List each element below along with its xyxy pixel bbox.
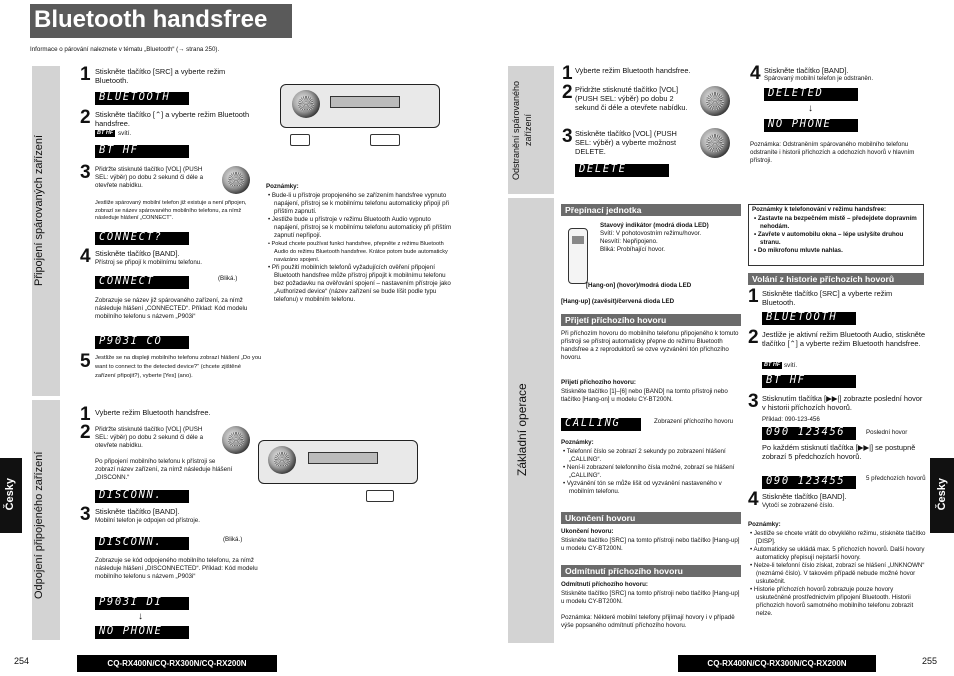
bthf-badge: BT HF (764, 362, 781, 368)
sec2-lcd3: P903I DI (95, 597, 189, 610)
led-status-line: Bliká: Probíhající hovor. (600, 246, 666, 253)
sec2-step3-desc: Mobilní telefon je odpojen od přístroje. (95, 517, 200, 524)
volume-knob-icon (222, 166, 250, 194)
sec2-lcd4: NO PHONE (95, 626, 189, 639)
volume-knob-icon (700, 128, 730, 158)
sec1-lcd5: P903I CO (95, 336, 189, 349)
calling-caption: Zobrazení příchozího hovoru (654, 418, 734, 425)
sec2-step1-num: 1 (80, 404, 91, 425)
reject-call-header: Odmítnutí příchozího hovoru (561, 565, 741, 577)
sec4-notes-title: Poznámky: (561, 439, 594, 446)
sec2-step2-num: 2 (80, 422, 91, 443)
end-call-header: Ukončení hovoru (561, 512, 741, 524)
sec3-label: Odstranění spárovaného zařízení (511, 80, 533, 180)
handsfree-notes-list (752, 215, 922, 255)
sec5-notes (748, 530, 926, 618)
sec2-label: Odpojení připojeného zařízení (33, 451, 45, 599)
accept-call-text: Při příchozím hovoru do mobilního telefonu připojeného k tomuto přístroji se přístroj automaticky přepne do režimu Bluetooth handsfree a z reproduktorů se ozve vyzvánění tón příchozího hovoru. (561, 330, 739, 361)
calling-lcd: CALLING (561, 418, 641, 431)
switch-unit-led (572, 236, 584, 244)
sec5-lcd2: BT HF (762, 375, 856, 388)
led-status-label: Stavový indikátor (modrá dioda LED) (600, 222, 709, 229)
accept-call-sub: Přijetí příchozího hovoru: (561, 379, 636, 386)
sec1-step3-text: Přidržte stisknuté tlačítko [VOL] (PUSH SEL: výběr) po dobu 2 sekund či déle a otevřete nabídku. (95, 166, 204, 189)
sec3-step4-num: 4 (750, 63, 761, 84)
sec5-cap4: 5 předchozích hovorů (866, 475, 926, 482)
down-arrow-icon: ↓ (138, 611, 143, 622)
note-item: • Zastavte na bezpečném místě – předejdete dopravním nehodám. (754, 215, 917, 230)
callout-box (290, 134, 310, 146)
note-item: • Vyzvánění tón se může lišit od vyzvánění nastaveného v mobilním telefonu. (563, 480, 722, 495)
sec1-step5-num: 5 (80, 351, 91, 372)
sec5-step4-text: Stiskněte tlačítko [BAND]. (762, 492, 847, 501)
volume-knob-icon (700, 86, 730, 116)
sec1-step5-text: Jestliže se na displeji mobilního telefonu zobrazí hlášení „Do you want to connect to the detected device?“ (chcete zjištěné zařízení připojit?), vyberte [Yes] (ano). (95, 355, 262, 379)
callout-box (370, 134, 400, 146)
sec5-step3-text: Stisknutím tlačítka [▶▶|] zobrazte poslední hovor v historii příchozích hovorů. (762, 394, 923, 412)
intro-text: Informace o párování naleznete v tématu „Bluetooth“ (→ strana 250). (30, 46, 220, 53)
bthf-badge: BT HF (97, 130, 114, 136)
sec2-step1-text: Vyberte režim Bluetooth handsfree. (95, 408, 211, 417)
sec5-step3-more: Po každém stisknutí tlačítka [▶▶|] se postupně zobrazí 5 předchozích hovorů. (762, 443, 916, 461)
sec1-blink: (Bliká.) (218, 275, 238, 282)
volume-knob-icon (222, 426, 250, 454)
sec1-step1-text: Stiskněte tlačítko [SRC] a vyberte režim Bluetooth. (95, 67, 226, 85)
note-item: • Bude-li u přístroje propojeného se zařízením handsfree vypnuto napájení, přístroj se k mobilnímu telefonu automaticky připojí při příštím zapnutí. (268, 192, 450, 215)
reject-call-note: Poznámka: Některé mobilní telefony přijímají hovory i v případě výše popsaného odmítnutí příchozího hovoru. (561, 614, 735, 629)
sec5-step4-desc: Vytočí se zobrazené číslo. (762, 502, 834, 509)
footer-model-left: CQ-RX400N/CQ-RX300N/CQ-RX200N (77, 655, 277, 672)
sec5-step2-text: Jestliže je aktivní režim Bluetooth Audio, stiskněte tlačítko [⌃] a vyberte režim Bluetooth handsfree. (762, 330, 926, 348)
page-number-left: 254 (14, 656, 30, 666)
reject-call-text: Stiskněte tlačítko [SRC] na tomto přístroji nebo tlačítko [Hang-up] u modelu CY-BT200N. (561, 590, 740, 605)
radio-knob (268, 446, 296, 474)
sec5-cap3: Poslední hovor (866, 429, 908, 436)
sec4-notes (561, 448, 743, 496)
radio-knob (292, 90, 320, 118)
led-status-line: Svítí: V pohotovostním režimu/hovor. (600, 230, 702, 237)
page-title: Bluetooth handsfree (34, 6, 268, 33)
sec3-step3-text: Stiskněte tlačítko [VOL] (PUSH SEL: výběr) a vyberte možnost DELETE. (575, 129, 677, 156)
sec1-step1-num: 1 (80, 64, 91, 85)
handsfree-notes-title: Poznámky k telefonování v režimu handsfree: (752, 206, 887, 213)
sec1-step4-more: Zobrazuje se název již spárovaného zařízení, za nímž následuje hlášení „CONNECTED“. Příklad: Kód modelu mobilního telefonu s názvem „P903i“ (95, 297, 248, 320)
sec5-example: Příklad: 090-123-456 (762, 416, 820, 423)
sec3-step1-text: Vyberte režim Bluetooth handsfree. (575, 66, 691, 75)
sec2-step3-text: Stiskněte tlačítko [BAND]. (95, 507, 180, 516)
sec1-lcd2: BT HF (95, 145, 189, 158)
note-item: • Jestliže bude u přístroje v režimu Bluetooth Audio vypnuto napájení, přístroj se k mobilnímu telefonu automaticky při příštím zapnutí nepřipojí. (268, 216, 452, 239)
sec3-step4-desc: Spárovaný mobilní telefon je odstraněn. (764, 75, 874, 82)
accept-call-sub-text: Stiskněte tlačítko [1]–[6] nebo [BAND] na tomto přístroji nebo tlačítko [Hang-on] u modelu CY-BT200N. (561, 388, 728, 403)
led-status-lines (600, 230, 750, 254)
sec2-lcd1: DISCONN. (95, 490, 189, 503)
sec3-lcd1: DELETE (575, 164, 669, 177)
page-number-right: 255 (922, 656, 938, 666)
sec1-lcd1: BLUETOOTH (95, 92, 189, 105)
note-item: • Telefonní číslo se zobrazí 2 sekundy po zobrazení hlášení „CALLING“. (563, 448, 726, 463)
sec1-label: Připojení spárovaných zařízení (33, 134, 45, 286)
sec5-lcd4: 090 123455 (762, 476, 856, 489)
sec3-lcd2: DELETED (764, 88, 858, 101)
sec3-step3-num: 3 (562, 126, 573, 147)
sec3-step2-num: 2 (562, 82, 573, 103)
radio-display (308, 452, 378, 464)
sec2-step2-desc: Po připojení mobilního telefonu k přístroji se zobrazí název zařízení, za nímž následuje hlášení „DISCONN.“ (95, 458, 233, 481)
note-item: • Pokud chcete používat funkci handsfree, přepněte z režimu Bluetooth Audio do režimu Bluetooth handsfree. Krátce potom bude automaticky navázáno spojení. (268, 241, 448, 263)
sec3-step2-text: Přidržte stisknuté tlačítko [VOL] (PUSH SEL: výběr) po dobu 2 sekund či déle a otevřete nabídku. (575, 85, 688, 112)
sec4-label: Základní operace (515, 383, 529, 477)
note-item: • Historie příchozích hovorů zobrazuje pouze hovory uskutečněné prostřednictvím připojení Bluetooth. Historii příchozích hovorů samotného mobilního telefonu zobrazit nelze. (750, 586, 914, 617)
svit-text: svítí. (784, 362, 798, 369)
note-item: • Při použití mobilních telefonů vyžadujících ověření připojení Bluetooth handsfree může přístroj připojit k mobilnímu telefonu bez požadavku na ověřování spojení – nastavením přístroje jako „Authorized device“ (název zařízení se bude líšit podle typu telefonu) v mobilním telefonu. (268, 264, 451, 303)
footer-model-right: CQ-RX400N/CQ-RX300N/CQ-RX200N (678, 655, 876, 672)
sec1-notes-title: Poznámky: (266, 183, 299, 190)
sec1-step3-desc: Jestliže spárovaný mobilní telefon již existuje a není připojen, zobrazí se název spárovaného mobilního telefonu, za nímž následuje hlášení „CONNECT“. (95, 200, 247, 222)
note-item: • Není-li zobrazení telefonního čísla možné, zobrazí se hlášení „CALLING“. (563, 464, 735, 479)
radio-display (330, 96, 400, 108)
note-item: • Jestliže se chcete vrátit do obvyklého režimu, stiskněte tlačítko [DISP]. (750, 530, 926, 545)
callout-box (366, 490, 394, 502)
accept-call-header: Přijetí příchozího hovoru (561, 314, 741, 326)
sec2-blink: (Bliká.) (223, 536, 243, 543)
note-item: • Zavřete v automobilu okna – lépe uslyšíte druhou stranu. (754, 231, 904, 246)
sec5-step4-num: 4 (748, 489, 759, 510)
note-item: • Do mikrofonu mluvte nahlas. (754, 247, 843, 254)
sec3-step1-num: 1 (562, 63, 573, 84)
led-status-line: Nesvítí: Nepřipojeno. (600, 238, 658, 245)
hang-on-label: [Hang-on] (hovor)/modrá dioda LED (586, 282, 692, 289)
down-arrow-icon: ↓ (808, 103, 813, 114)
sec5-step3-num: 3 (748, 391, 759, 412)
hang-up-label: [Hang-up] (zavěsit)/červená dioda LED (561, 298, 675, 305)
note-item: • Nelze-li telefonní číslo získat, zobrazí se hlášení „UNKNOWN“ (neznámé číslo). V takovém případě nebude možné hovor uskutečnit. (750, 562, 925, 585)
sec2-lcd2: DISCONN. (95, 537, 189, 550)
sec2-step3-num: 3 (80, 504, 91, 525)
side-tab-left-label: Česky (4, 478, 16, 511)
sec5-step1-num: 1 (748, 286, 759, 307)
sec3-step4-text: Stiskněte tlačítko [BAND]. (764, 66, 849, 75)
note-item: • Automaticky se ukládá max. 5 příchozích hovorů. Další hovory automaticky přepisují nejstarší hovory. (750, 546, 925, 561)
sec5-step2-num: 2 (748, 327, 759, 348)
sec2-step2-text: Přidržte stisknuté tlačítko [VOL] (PUSH SEL: výběr) po dobu 2 sekund či déle a otevřete nabídku. (95, 426, 204, 449)
sec2-step3-more: Zobrazuje se kód odpojeného mobilního telefonu, za nímž následuje hlášení „DISCONNECTED“. Příklad: Kód modelu mobilního telefonu s názvem „P903i“ (95, 557, 258, 580)
switch-unit-header: Přepínací jednotka (561, 204, 741, 216)
sec1-notes (266, 192, 454, 304)
sec5-lcd1: BLUETOOTH (762, 312, 856, 325)
svit-text: svítí. (118, 130, 132, 137)
side-tab-right-label: Česky (936, 478, 948, 511)
sec1-lcd3: CONNECT? (95, 232, 189, 245)
sec5-step1-text: Stiskněte tlačítko [SRC] a vyberte režim Bluetooth. (762, 289, 893, 307)
sec1-step2-num: 2 (80, 107, 91, 128)
call-history-header: Volání z historie příchozích hovorů (748, 273, 924, 285)
sec3-note: Poznámka: Odstraněním spárovaného mobilního telefonu odstraníte i historii příchozích a odchozích hovorů v hlavním přístroji. (750, 141, 915, 164)
sec1-step4-num: 4 (80, 246, 91, 267)
sec5-notes-title: Poznámky: (748, 521, 781, 528)
sec5-lcd3: 090 123456 (762, 427, 856, 440)
sec1-step4-desc: Přístroj se připojí k mobilnímu telefonu. (95, 259, 202, 266)
sec1-step4-text: Stiskněte tlačítko [BAND]. (95, 249, 180, 258)
sec1-lcd4: CONNECT (95, 276, 189, 289)
sec3-lcd3: NO PHONE (764, 119, 858, 132)
end-call-sub: Ukončení hovoru: (561, 528, 614, 535)
end-call-text: Stiskněte tlačítko [SRC] na tomto přístroji nebo tlačítko [Hang-up] u modelu CY-BT200N. (561, 537, 740, 552)
sec1-step3-num: 3 (80, 162, 91, 183)
reject-call-sub: Odmítnutí příchozího hovoru: (561, 581, 648, 588)
sec1-step2-text: Stiskněte tlačítko [⌃] a vyberte režim Bluetooth handsfree. (95, 110, 250, 128)
